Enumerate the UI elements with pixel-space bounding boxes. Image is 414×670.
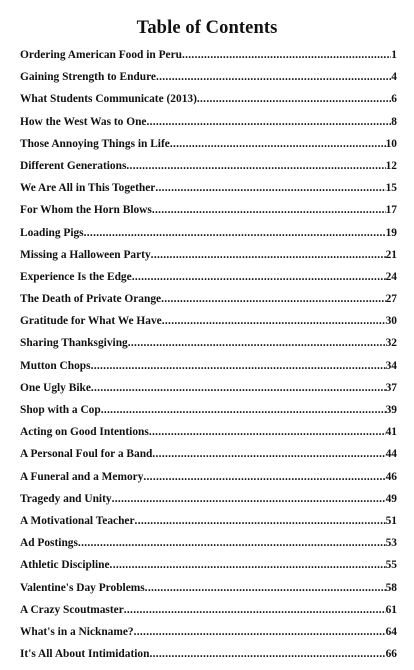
toc-entry <box>20 471 397 493</box>
toc-dot-leader <box>84 227 386 239</box>
toc-entry-title: Gratitude for What We Have <box>20 315 162 328</box>
toc-entry-page-number: 64 <box>385 625 397 638</box>
toc-dot-leader <box>146 116 391 128</box>
toc-dot-leader <box>143 471 385 483</box>
toc-dot-leader <box>112 493 386 505</box>
toc-entry-page-number: 41 <box>385 426 397 439</box>
toc-entry-page-number: 55 <box>385 559 397 572</box>
toc-entry-page-number: 61 <box>385 603 397 616</box>
toc-entry-page-number: 32 <box>385 337 397 350</box>
toc-dot-leader <box>170 138 386 150</box>
toc-entry <box>20 537 397 559</box>
toc-entry <box>20 315 397 337</box>
toc-entry-page-number: 34 <box>385 359 397 372</box>
toc-dot-leader <box>197 93 391 105</box>
toc-entry-title: For Whom the Horn Blows <box>20 204 152 217</box>
toc-entry-title: Those Annoying Things in Life <box>20 137 170 150</box>
toc-dot-leader <box>110 559 386 571</box>
toc-entry <box>20 204 397 226</box>
toc-entry <box>20 337 397 359</box>
toc-entry-title: Missing a Halloween Party <box>20 248 151 261</box>
toc-entry-title: Valentine's Day Problems <box>20 581 145 594</box>
toc-entry-title: Ordering American Food in Peru <box>20 49 182 61</box>
toc-entry-page-number: 6 <box>391 93 397 106</box>
toc-entry-title: Ad Postings <box>20 537 78 550</box>
toc-entry <box>20 404 397 426</box>
toc-entry-title: The Death of Private Orange <box>20 293 162 306</box>
toc-dot-leader <box>152 204 386 216</box>
toc-entry <box>20 448 397 470</box>
toc-entry-title: What's in a Nickname? <box>20 625 134 638</box>
toc-entry <box>20 160 397 182</box>
toc-entry <box>20 293 397 315</box>
toc-entry <box>20 382 397 404</box>
toc-entry <box>20 271 397 293</box>
toc-entry-page-number: 19 <box>385 226 397 239</box>
toc-entry-page-number: 17 <box>385 204 397 217</box>
toc-entry <box>20 515 397 537</box>
toc-entry <box>20 626 397 648</box>
toc-entry-page-number: 51 <box>385 514 397 527</box>
toc-entry-title: Experience Is the Edge <box>20 270 132 283</box>
toc-entry-page-number: 24 <box>385 270 397 283</box>
toc-entry <box>20 360 397 382</box>
toc-entry-page-number: 10 <box>385 137 397 150</box>
toc-entry <box>20 648 397 670</box>
toc-entry-title: Shop with a Cop <box>20 404 101 416</box>
toc-entry-page-number: 27 <box>385 293 397 306</box>
toc-dot-leader <box>78 537 386 549</box>
toc-entry-page-number: 49 <box>385 492 397 505</box>
toc-entry-page-number: 30 <box>385 315 397 328</box>
toc-entry <box>20 138 397 160</box>
toc-dot-leader <box>135 515 386 527</box>
toc-entry-page-number: 66 <box>385 648 397 661</box>
toc-entry <box>20 227 397 249</box>
toc-entry-title: Sharing Thanksgiving <box>20 337 128 350</box>
toc-dot-leader <box>182 49 391 61</box>
toc-dot-leader <box>91 360 386 372</box>
page-title: Table of Contents <box>136 18 278 38</box>
toc-entry-page-number: 37 <box>385 381 397 394</box>
toc-entry-page-number: 8 <box>391 115 397 128</box>
toc-dot-leader <box>152 448 385 460</box>
toc-entry-page-number: 58 <box>385 581 397 594</box>
toc-entry-title: Different Generations <box>20 159 127 172</box>
toc-entry <box>20 182 397 204</box>
toc-entry <box>20 93 397 115</box>
toc-entry-title: What Students Communicate (2013) <box>20 93 197 106</box>
toc-dot-leader <box>149 648 385 660</box>
toc-dot-leader <box>145 582 386 594</box>
toc-dot-leader <box>128 337 386 349</box>
toc-entry-page-number: 1 <box>391 49 397 61</box>
toc-entry-title: A Motivational Teacher <box>20 514 135 527</box>
toc-entry-title: Acting on Good Intentions <box>20 426 149 439</box>
toc-entry-title: Mutton Chops <box>20 359 91 372</box>
toc-dot-leader <box>91 382 386 394</box>
toc-entry-title: A Personal Foul for a Band <box>20 448 153 461</box>
toc-entry-title: One Ugly Bike <box>20 381 91 394</box>
toc-entry-page-number: 46 <box>385 470 397 483</box>
toc-entry-title: We Are All in This Together <box>20 182 156 195</box>
toc-dot-leader <box>151 249 386 261</box>
toc-entry-page-number: 53 <box>385 537 397 550</box>
toc-entry-page-number: 39 <box>385 404 397 416</box>
toc-dot-leader <box>156 71 391 83</box>
toc-entry <box>20 582 397 604</box>
toc-entry-page-number: 44 <box>385 448 397 461</box>
toc-entry-title: Tragedy and Unity <box>20 492 112 505</box>
toc-entry-page-number: 21 <box>385 248 397 261</box>
toc-entry-page-number: 15 <box>385 182 397 195</box>
toc-dot-leader <box>155 182 385 194</box>
toc-entry-page-number: 12 <box>385 159 397 172</box>
toc-dot-leader <box>126 160 385 172</box>
toc-entry <box>20 604 397 626</box>
toc-dot-leader <box>161 293 386 305</box>
toc-entry <box>20 426 397 448</box>
toc-entry-title: How the West Was to One <box>20 115 147 128</box>
toc-entry <box>20 559 397 581</box>
toc-entry <box>20 493 397 515</box>
toc-dot-leader <box>101 404 386 416</box>
toc-entry-title: Athletic Discipline <box>20 559 110 572</box>
toc-dot-leader <box>124 604 386 616</box>
toc-entry-title: A Funeral and a Memory <box>20 470 144 483</box>
toc-entry-title: Gaining Strength to Endure <box>20 71 156 84</box>
toc-entry-title: It's All About Intimidation <box>20 648 150 661</box>
toc-entry <box>20 49 397 71</box>
toc-dot-leader <box>132 271 386 283</box>
toc-entry-title: A Crazy Scoutmaster <box>20 603 124 616</box>
toc-entry <box>20 71 397 93</box>
toc-entry <box>20 249 397 271</box>
toc-entry-title: Loading Pigs <box>20 226 84 239</box>
toc-dot-leader <box>134 626 386 638</box>
toc-entry-page-number: 4 <box>391 71 397 84</box>
toc-entry <box>20 116 397 138</box>
toc-dot-leader <box>162 315 386 327</box>
table-of-contents <box>20 49 397 670</box>
toc-dot-leader <box>149 426 386 438</box>
